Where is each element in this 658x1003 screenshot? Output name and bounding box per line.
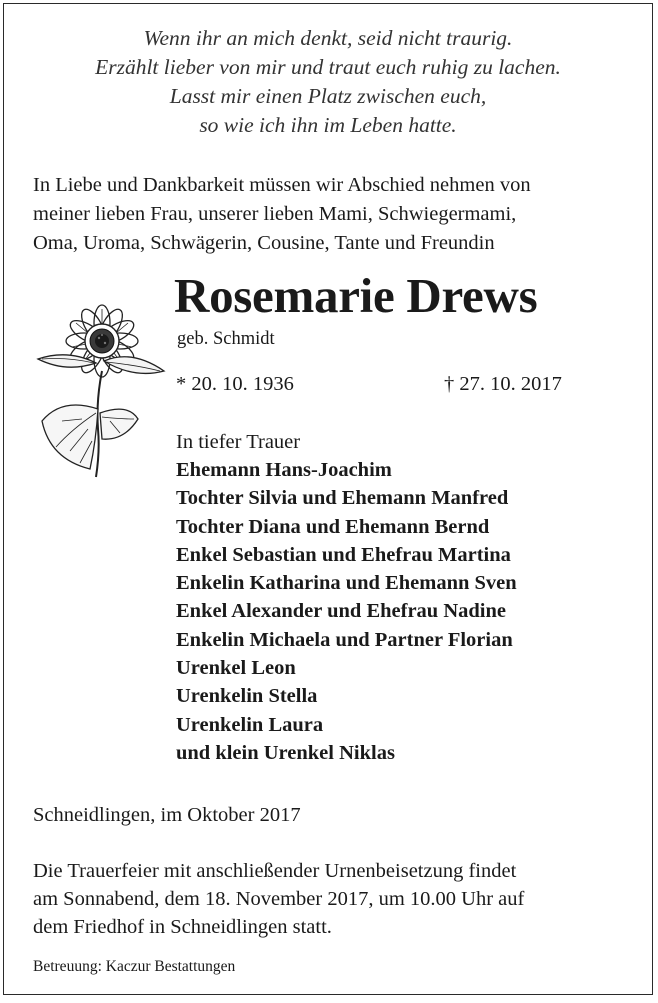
ceremony-line: dem Friedhof in Schneidlingen statt. [33, 916, 332, 938]
ceremony-line: am Sonnabend, dem 18. November 2017, um 10.00 Uhr auf [33, 888, 525, 910]
mourner-entry: Tochter Silvia und Ehemann Manfred [176, 487, 509, 510]
ceremony-line: Die Trauerfeier mit anschließender Urnenbeisetzung findet [33, 860, 517, 882]
mourners-list [176, 456, 517, 767]
mourner-entry: Enkelin Michaela und Partner Florian [176, 628, 513, 651]
mourner-entry: Ehemann Hans-Joachim [176, 459, 392, 481]
obituary-notice [3, 3, 653, 995]
intro-text [33, 171, 633, 258]
mourners-intro: In tiefer Trauer [176, 431, 301, 453]
poem-line: Lasst mir einen Platz zwischen euch, [169, 84, 487, 108]
memorial-poem [4, 24, 652, 140]
mourner-entry: Urenkel Leon [176, 657, 296, 680]
birth-date: * 20. 10. 1936 [176, 373, 294, 395]
ceremony-info [33, 857, 633, 941]
mourner-entry: Enkel Sebastian und Ehefrau Martina [176, 543, 511, 566]
intro-line: meiner lieben Frau, unserer lieben Mami, Schwiegermami, [33, 203, 517, 225]
poem-line: Erzählt lieber von mir und traut euch ruhig zu lachen. [95, 55, 561, 79]
mourner-entry: Urenkelin Stella [176, 685, 318, 708]
mourner-entry: und klein Urenkel Niklas [176, 741, 395, 764]
intro-line: In Liebe und Dankbarkeit müssen wir Abschied nehmen von [33, 174, 531, 196]
poem-line: Wenn ihr an mich denkt, seid nicht traurig. [143, 26, 513, 50]
mourner-entry: Enkelin Katharina und Ehemann Sven [176, 572, 517, 595]
mourner-entry: Urenkelin Laura [176, 713, 324, 736]
mourner-entry: Enkel Alexander und Ehefrau Nadine [176, 600, 506, 623]
death-date: † 27. 10. 2017 [444, 373, 562, 395]
mourner-entry: Tochter Diana und Ehemann Bernd [176, 515, 490, 538]
funeral-home-credit: Betreuung: Kaczur Bestattungen [33, 958, 236, 975]
deceased-name: Rosemarie Drews [174, 268, 538, 323]
maiden-name: geb. Schmidt [177, 329, 275, 349]
poem-line: so wie ich ihn im Leben hatte. [199, 113, 457, 137]
sunflower-icon [32, 301, 170, 479]
place-and-date: Schneidlingen, im Oktober 2017 [33, 804, 301, 826]
intro-line: Oma, Uroma, Schwägerin, Cousine, Tante und Freundin [33, 232, 495, 254]
